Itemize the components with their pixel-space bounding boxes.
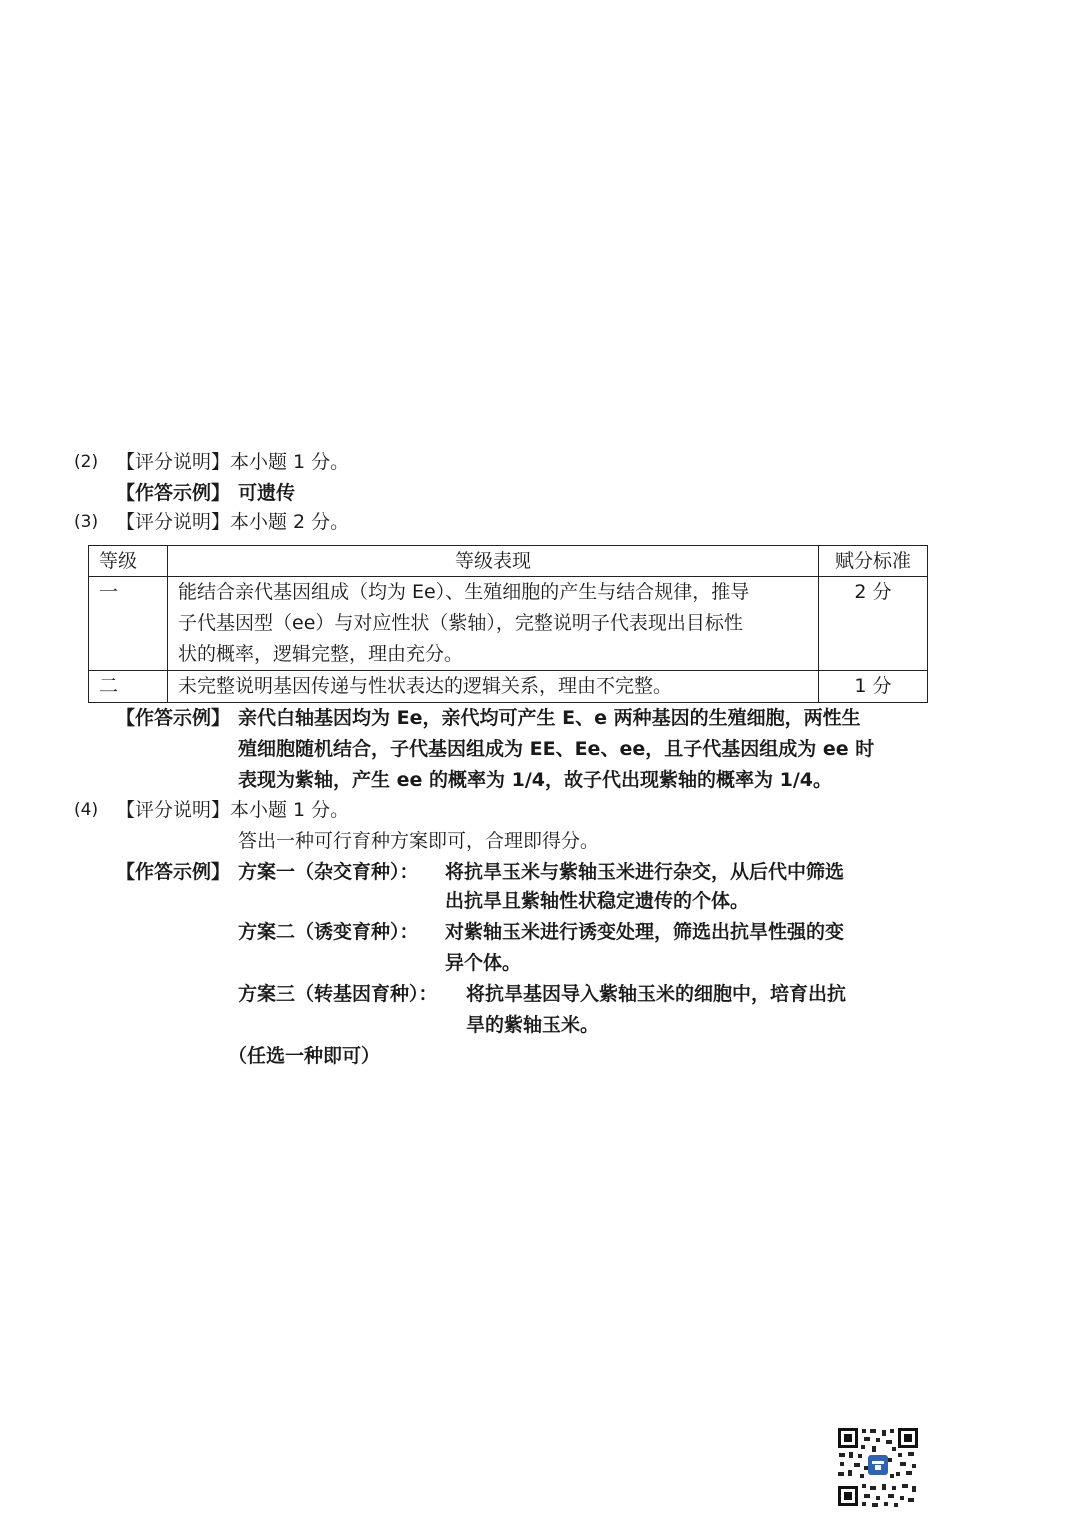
plan-title: 方案一（杂交育种）： (238, 861, 419, 883)
q4-scoring-detail: 答出一种可行育种方案即可，合理即得分。 (238, 830, 600, 852)
q4-scoring-note: 【评分说明】本小题 1 分。 (116, 799, 350, 821)
q3-example-line: 表现为紫轴，产生 ee 的概率为 1/4，故子代出现紫轴的概率为 1/4。 (238, 769, 832, 791)
qr-code-icon (836, 1426, 920, 1508)
row-performance (168, 577, 819, 671)
q3-example-label: 【作答示例】 (116, 707, 231, 729)
header-level: 等级 (89, 546, 168, 577)
plan-line: 旱的紫轴玉米。 (466, 1014, 600, 1036)
table-row (89, 577, 928, 671)
q2-scoring-note: 【评分说明】本小题 1 分。 (116, 451, 350, 473)
grading-table (88, 545, 928, 703)
q4-number: (4) (74, 800, 99, 820)
q4-example-label: 【作答示例】 (116, 861, 231, 883)
plan-line: 异个体。 (445, 952, 522, 974)
q2-number: (2) (74, 452, 99, 472)
row-performance-line: 能结合亲代基因组成（均为 Ee）、生殖细胞的产生与结合规律，推导 (178, 581, 750, 603)
row-performance-line: 状的概率，逻辑完整，理由充分。 (178, 643, 464, 665)
header-performance: 等级表现 (168, 546, 819, 577)
row-performance-line: 子代基因型（ee）与对应性状（紫轴），完整说明子代表现出目标性 (178, 612, 743, 634)
table-header-row (89, 546, 928, 577)
q3-example-line: 殖细胞随机结合，子代基因组成为 EE、Ee、ee，且子代基因组成为 ee 时 (238, 738, 875, 760)
row-performance (168, 671, 819, 703)
row-level: 二 (89, 671, 168, 703)
header-score: 赋分标准 (819, 546, 928, 577)
row-performance-line: 未完整说明基因传递与性状表达的逻辑关系，理由不完整。 (178, 675, 673, 697)
row-level: 一 (89, 577, 168, 671)
plan-title: 方案二（诱变育种）： (238, 921, 419, 943)
q4-footnote: （任选一种即可） (228, 1045, 381, 1067)
row-score: 2 分 (819, 577, 928, 671)
table-row (89, 671, 928, 703)
q3-example-line: 亲代白轴基因均为 Ee，亲代均可产生 E、e 两种基因的生殖细胞，两性生 (238, 707, 861, 729)
plan-line: 将抗旱基因导入紫轴玉米的细胞中，培育出抗 (466, 983, 847, 1005)
q3-number: (3) (74, 512, 99, 532)
plan-line: 对紫轴玉米进行诱变处理，筛选出抗旱性强的变 (445, 921, 845, 943)
q3-scoring-note: 【评分说明】本小题 2 分。 (116, 511, 350, 533)
plan-line: 将抗旱玉米与紫轴玉米进行杂交，从后代中筛选 (445, 861, 845, 883)
plan-line: 出抗旱且紫轴性状稳定遗传的个体。 (445, 890, 750, 912)
q2-example-label: 【作答示例】 (116, 482, 231, 504)
q2-example-text: 可遗传 (238, 482, 296, 504)
row-score: 1 分 (819, 671, 928, 703)
plan-title: 方案三（转基因育种）： (238, 983, 438, 1005)
